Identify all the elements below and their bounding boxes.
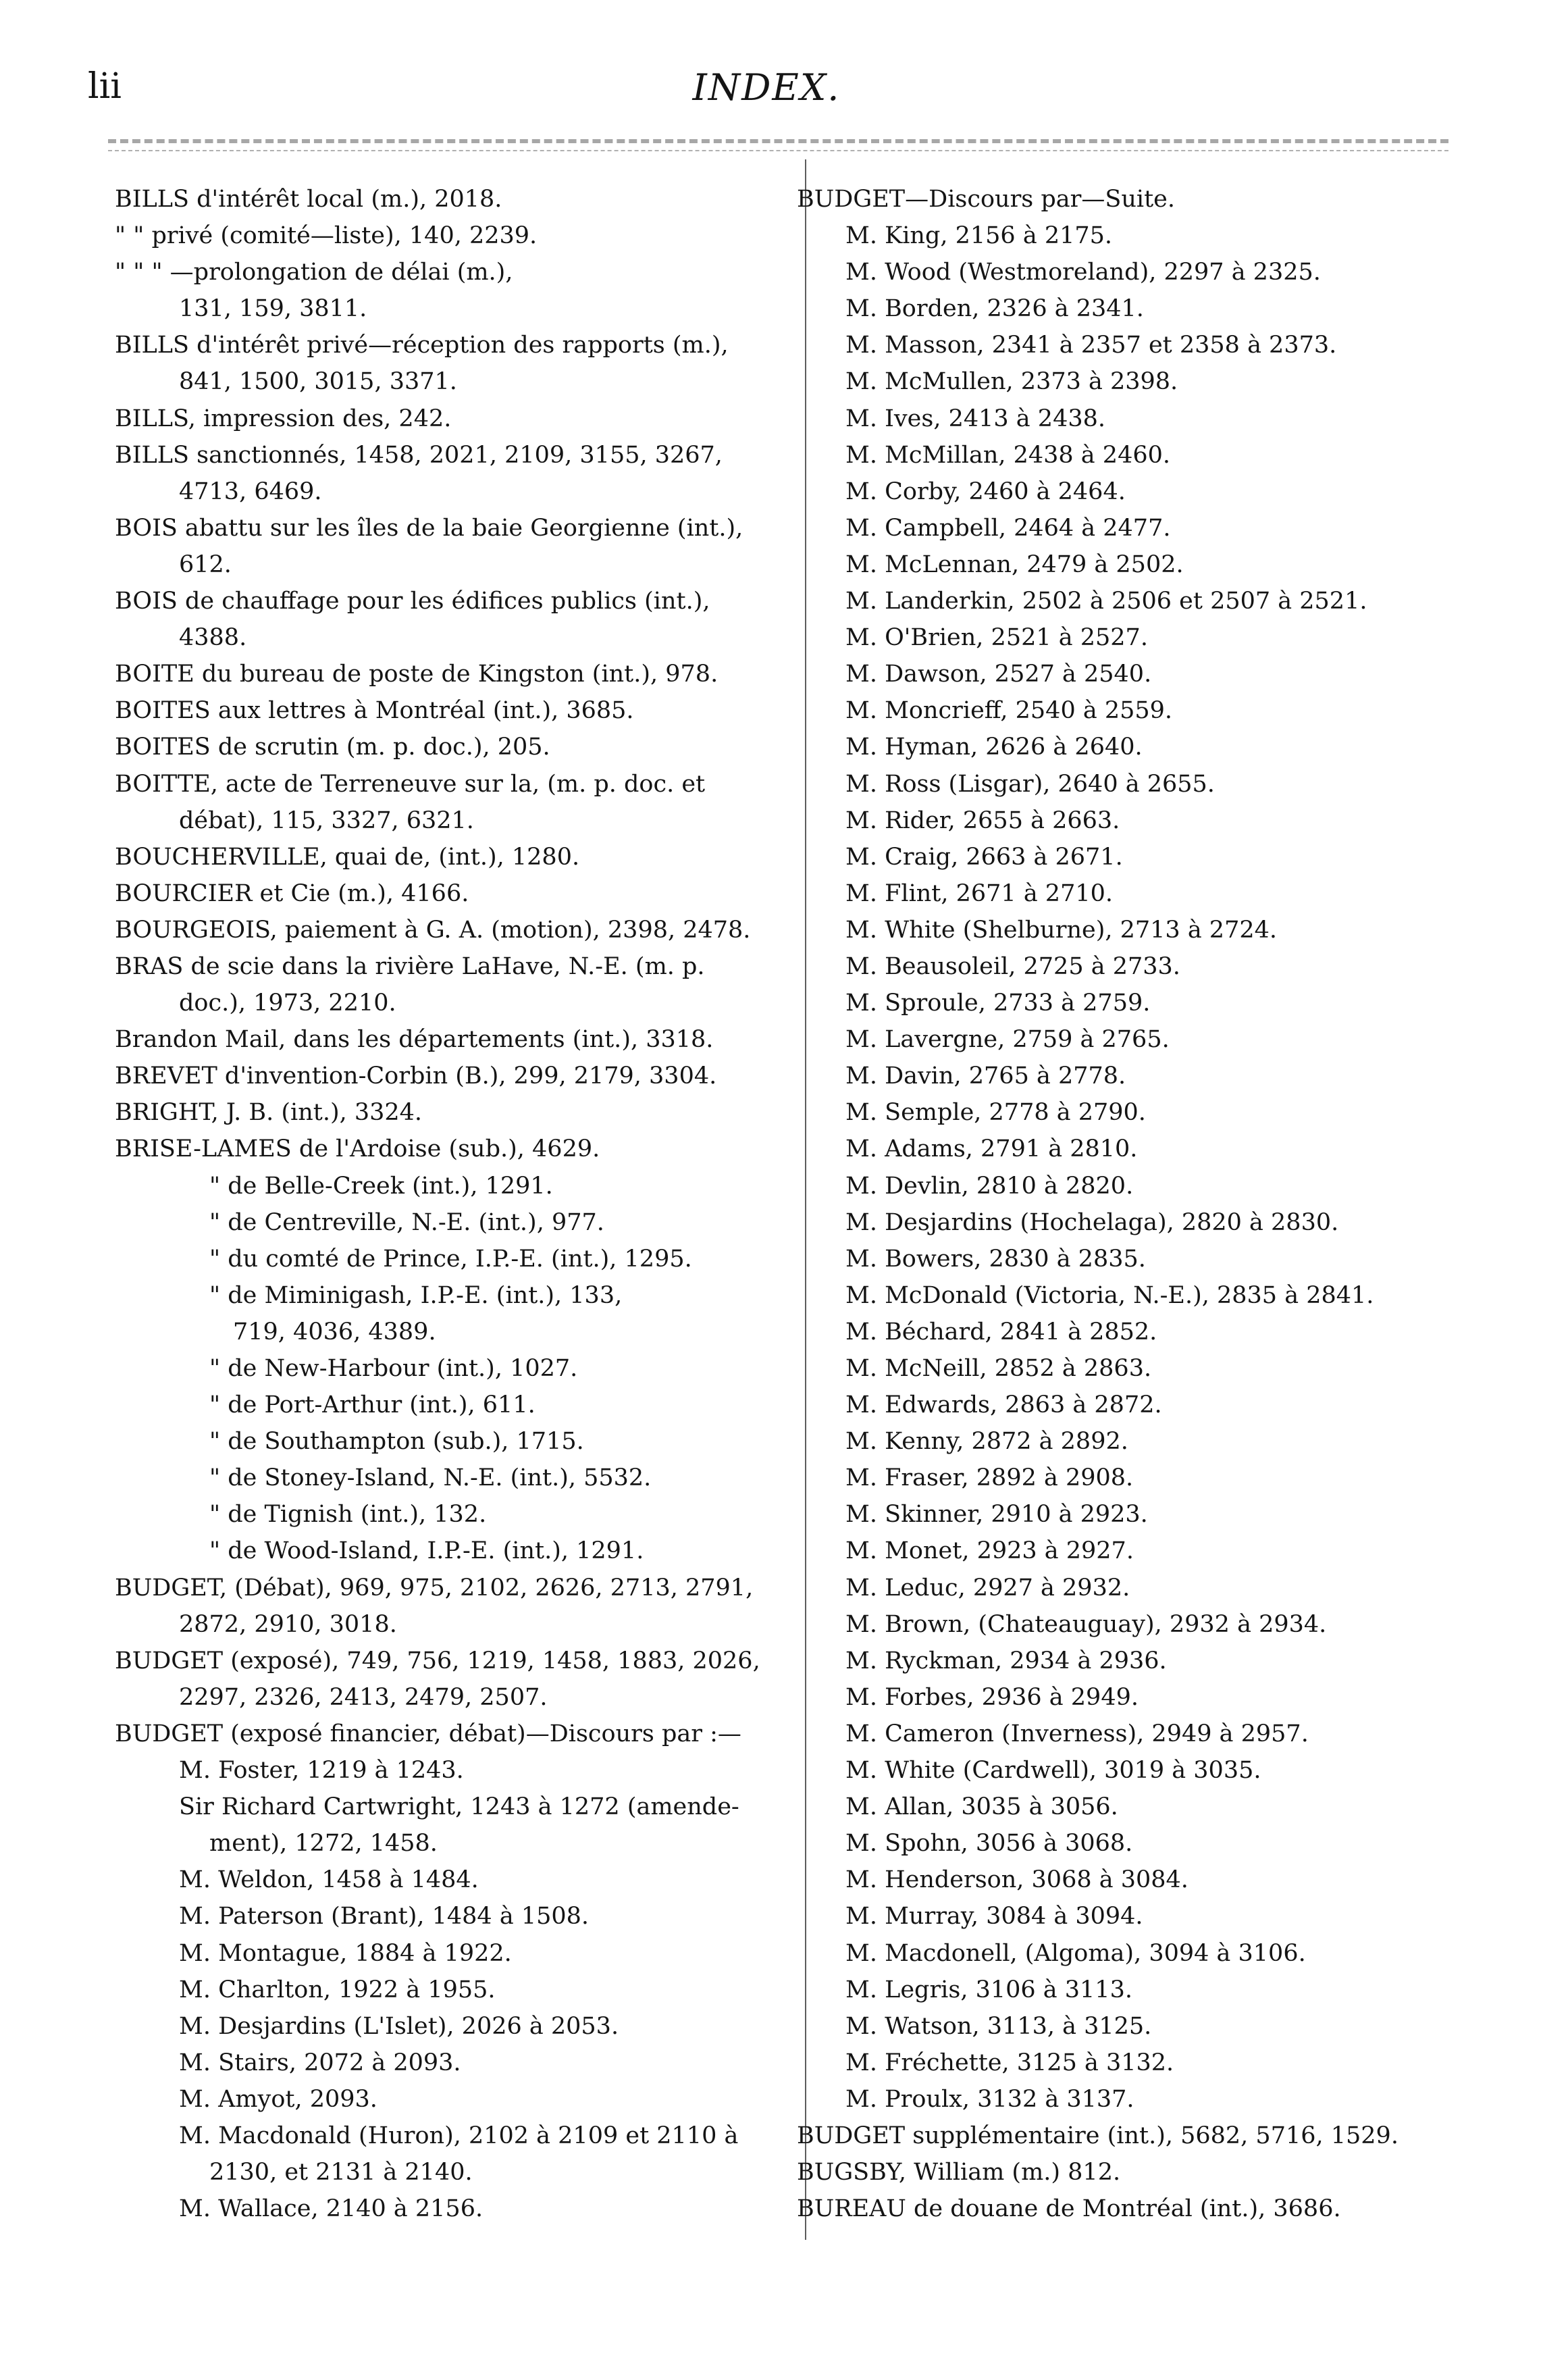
index-entry-line: ment), 1272, 1458. — [209, 1830, 438, 1858]
index-entry-line: M. Monet, 2923 à 2927. — [845, 1537, 1134, 1565]
page-title: INDEX. — [692, 66, 841, 109]
index-entry-line: M. Dawson, 2527 à 2540. — [845, 661, 1152, 688]
index-entry-line: 841, 1500, 3015, 3371. — [179, 368, 457, 396]
index-entry-line: M. Weldon, 1458 à 1484. — [179, 1866, 479, 1894]
header-rule — [108, 139, 1448, 143]
index-entry-line: M. Fréchette, 3125 à 3132. — [845, 2049, 1174, 2076]
index-entry-line: BUDGET (exposé financier, débat)—Discours par :— — [115, 1720, 741, 1747]
index-entry-line: " de Southampton (sub.), 1715. — [209, 1428, 584, 1456]
index-entry-line: " " " —prolongation de délai (m.), — [115, 259, 513, 286]
index-entry-line: M. Adams, 2791 à 2810. — [845, 1135, 1138, 1163]
index-entry-line: M. Sproule, 2733 à 2759. — [845, 990, 1151, 1017]
index-entry-line: " de Stoney-Island, N.-E. (int.), 5532. — [209, 1464, 652, 1492]
index-entry-line: M. Charlton, 1922 à 1955. — [179, 1976, 496, 2003]
index-entry-line: M. Lavergne, 2759 à 2765. — [845, 1026, 1170, 1054]
index-entry-line: BUGSBY, William (m.) 812. — [797, 2159, 1121, 2186]
index-entry-line: M. Kenny, 2872 à 2892. — [845, 1428, 1128, 1456]
index-entry-line: M. McMullen, 2373 à 2398. — [845, 368, 1178, 396]
index-entry-line: M. White (Shelburne), 2713 à 2724. — [845, 916, 1278, 944]
index-entry-line: M. McDonald (Victoria, N.-E.), 2835 à 2841. — [845, 1281, 1374, 1309]
index-entry-line: M. Allan, 3035 à 3056. — [845, 1793, 1118, 1821]
index-entry-line: BUDGET—Discours par—Suite. — [797, 186, 1175, 213]
index-entry-line: BUDGET (exposé), 749, 756, 1219, 1458, 1883, 2026, — [115, 1647, 760, 1674]
index-entry-line: " de Centreville, N.-E. (int.), 977. — [209, 1208, 604, 1236]
index-entry-line: M. Forbes, 2936 à 2949. — [845, 1683, 1139, 1711]
index-entry-line: BOURGEOIS, paiement à G. A. (motion), 2398, 2478. — [115, 916, 751, 944]
index-entry-line: M. Borden, 2326 à 2341. — [845, 295, 1144, 323]
index-entry-line: M. Devlin, 2810 à 2820. — [845, 1172, 1134, 1200]
index-entry-line: M. McLennan, 2479 à 2502. — [845, 551, 1184, 578]
index-entry-line: BUDGET supplémentaire (int.), 5682, 5716, 1529. — [797, 2122, 1399, 2149]
index-entry-line: 131, 159, 3811. — [179, 295, 367, 323]
index-entry-line: Brandon Mail, dans les départements (int.), 3318. — [115, 1026, 714, 1054]
index-entry-line: M. Desjardins (L'Islet), 2026 à 2053. — [179, 2012, 619, 2040]
index-entry-line: " de Tignish (int.), 132. — [209, 1501, 487, 1529]
index-entry-line: BOITES de scrutin (m. p. doc.), 205. — [115, 734, 550, 761]
index-entry-line: M. Ives, 2413 à 2438. — [845, 405, 1105, 432]
index-entry-line: " du comté de Prince, I.P.-E. (int.), 1295. — [209, 1245, 692, 1273]
index-entry-line: BOIS de chauffage pour les édifices publics (int.), — [115, 588, 710, 615]
right-column — [797, 181, 1472, 2227]
index-entry-line: 612. — [179, 551, 232, 578]
index-entry-line: BOITE du bureau de poste de Kingston (int.), 978. — [115, 661, 718, 688]
index-entry-line: M. Stairs, 2072 à 2093. — [179, 2049, 461, 2076]
index-entry-line: M. Cameron (Inverness), 2949 à 2957. — [845, 1720, 1309, 1747]
index-entry-line: 2297, 2326, 2413, 2479, 2507. — [179, 1683, 548, 1711]
index-entry-line: M. Foster, 1219 à 1243. — [179, 1757, 464, 1785]
index-entry-line: M. Corby, 2460 à 2464. — [845, 478, 1126, 505]
index-entry-line: BILLS d'intérêt local (m.), 2018. — [115, 186, 502, 213]
index-entry-line: M. Béchard, 2841 à 2852. — [845, 1318, 1157, 1346]
index-entry-line: M. Flint, 2671 à 2710. — [845, 879, 1114, 907]
index-entry-line: M. Wood (Westmoreland), 2297 à 2325. — [845, 259, 1321, 286]
index-entry-line: BOIS abattu sur les îles de la baie Georgienne (int.), — [115, 514, 743, 542]
index-entry-line: M. Murray, 3084 à 3094. — [845, 1903, 1143, 1930]
index-entry-line: M. Proulx, 3132 à 3137. — [845, 2085, 1134, 2113]
index-entry-line: M. Brown, (Chateauguay), 2932 à 2934. — [845, 1610, 1327, 1638]
index-entry-line: M. McMillan, 2438 à 2460. — [845, 441, 1170, 469]
page-number: lii — [88, 66, 122, 107]
index-entry-line: M. Amyot, 2093. — [179, 2085, 377, 2113]
index-entry-line: M. Masson, 2341 à 2357 et 2358 à 2373. — [845, 332, 1337, 359]
index-entry-line: M. Semple, 2778 à 2790. — [845, 1099, 1146, 1127]
index-entry-line: BRAS de scie dans la rivière LaHave, N.-E. (m. p. — [115, 952, 705, 980]
index-entry-line: 4388. — [179, 624, 247, 652]
index-entry-line: M. McNeill, 2852 à 2863. — [845, 1355, 1152, 1382]
page-header — [88, 66, 1445, 127]
index-entry-line: BRIGHT, J. B. (int.), 3324. — [115, 1099, 423, 1127]
index-entry-line: 4713, 6469. — [179, 478, 322, 505]
index-entry-line: M. Beausoleil, 2725 à 2733. — [845, 952, 1180, 980]
index-entry-line: M. Macdonell, (Algoma), 3094 à 3106. — [845, 1939, 1306, 1967]
index-entry-line: M. Montague, 1884 à 1922. — [179, 1939, 512, 1967]
index-entry-line: M. Paterson (Brant), 1484 à 1508. — [179, 1903, 590, 1930]
index-entry-line: " " privé (comité—liste), 140, 2239. — [115, 222, 538, 250]
index-entry-line: BILLS d'intérêt privé—réception des rapports (m.), — [115, 332, 729, 359]
index-entry-line: M. Henderson, 3068 à 3084. — [845, 1866, 1188, 1894]
index-entry-line: M. Desjardins (Hochelaga), 2820 à 2830. — [845, 1208, 1339, 1236]
index-entry-line: M. Wallace, 2140 à 2156. — [179, 2195, 484, 2223]
index-entry-line: " de New-Harbour (int.), 1027. — [209, 1355, 578, 1382]
index-entry-line: BUDGET, (Débat), 969, 975, 2102, 2626, 2713, 2791, — [115, 1574, 754, 1602]
index-entry-line: BOUCHERVILLE, quai de, (int.), 1280. — [115, 843, 580, 871]
index-entry-line: M. Rider, 2655 à 2663. — [845, 807, 1120, 834]
index-entry-line: M. O'Brien, 2521 à 2527. — [845, 624, 1148, 652]
index-entry-line: M. Skinner, 2910 à 2923. — [845, 1501, 1148, 1529]
index-entry-line: BRISE-LAMES de l'Ardoise (sub.), 4629. — [115, 1135, 600, 1163]
index-entry-line: " de Miminigash, I.P.-E. (int.), 133, — [209, 1281, 623, 1309]
index-entry-line: M. Watson, 3113, à 3125. — [845, 2012, 1152, 2040]
index-entry-line: M. Craig, 2663 à 2671. — [845, 843, 1123, 871]
index-entry-line: BOITES aux lettres à Montréal (int.), 3685. — [115, 697, 634, 725]
index-entry-line: débat), 115, 3327, 6321. — [179, 807, 474, 834]
index-entry-line: 719, 4036, 4389. — [233, 1318, 436, 1346]
index-entry-line: doc.), 1973, 2210. — [179, 990, 396, 1017]
index-entry-line: M. Bowers, 2830 à 2835. — [845, 1245, 1146, 1273]
index-entry-line: M. King, 2156 à 2175. — [845, 222, 1113, 250]
index-entry-line: M. Ryckman, 2934 à 2936. — [845, 1647, 1167, 1674]
index-entry-line: M. Edwards, 2863 à 2872. — [845, 1391, 1162, 1419]
index-entry-line: M. Ross (Lisgar), 2640 à 2655. — [845, 770, 1215, 798]
index-entry-line: 2872, 2910, 3018. — [179, 1610, 397, 1638]
index-entry-line: M. Spohn, 3056 à 3068. — [845, 1830, 1133, 1858]
index-entry-line: Sir Richard Cartwright, 1243 à 1272 (amende- — [179, 1793, 739, 1821]
header-rule-secondary — [108, 150, 1448, 151]
index-entry-line: " de Port-Arthur (int.), 611. — [209, 1391, 535, 1419]
index-entry-line: " de Wood-Island, I.P.-E. (int.), 1291. — [209, 1537, 644, 1565]
index-entry-line: M. Davin, 2765 à 2778. — [845, 1063, 1126, 1090]
index-entry-line: BREVET d'invention-Corbin (B.), 299, 2179, 3304. — [115, 1063, 717, 1090]
index-entry-line: " de Belle-Creek (int.), 1291. — [209, 1172, 553, 1200]
left-column — [115, 181, 800, 2227]
index-entry-line: BILLS, impression des, 242. — [115, 405, 452, 432]
index-entry-line: M. Hyman, 2626 à 2640. — [845, 734, 1143, 761]
index-entry-line: M. Macdonald (Huron), 2102 à 2109 et 2110 à — [179, 2122, 739, 2149]
index-entry-line: BOITTE, acte de Terreneuve sur la, (m. p. doc. et — [115, 770, 706, 798]
index-entry-line: BOURCIER et Cie (m.), 4166. — [115, 879, 469, 907]
index-entry-line: M. Leduc, 2927 à 2932. — [845, 1574, 1130, 1602]
index-entry-line: M. Landerkin, 2502 à 2506 et 2507 à 2521. — [845, 588, 1367, 615]
index-entry-line: 2130, et 2131 à 2140. — [209, 2159, 473, 2186]
index-entry-line: M. Fraser, 2892 à 2908. — [845, 1464, 1134, 1492]
index-entry-line: M. Legris, 3106 à 3113. — [845, 1976, 1132, 2003]
index-entry-line: BILLS sanctionnés, 1458, 2021, 2109, 3155, 3267, — [115, 441, 723, 469]
index-entry-line: M. White (Cardwell), 3019 à 3035. — [845, 1757, 1261, 1785]
index-entry-line: M. Moncrieff, 2540 à 2559. — [845, 697, 1173, 725]
index-entry-line: BUREAU de douane de Montréal (int.), 3686. — [797, 2195, 1341, 2223]
index-entry-line: M. Campbell, 2464 à 2477. — [845, 514, 1171, 542]
